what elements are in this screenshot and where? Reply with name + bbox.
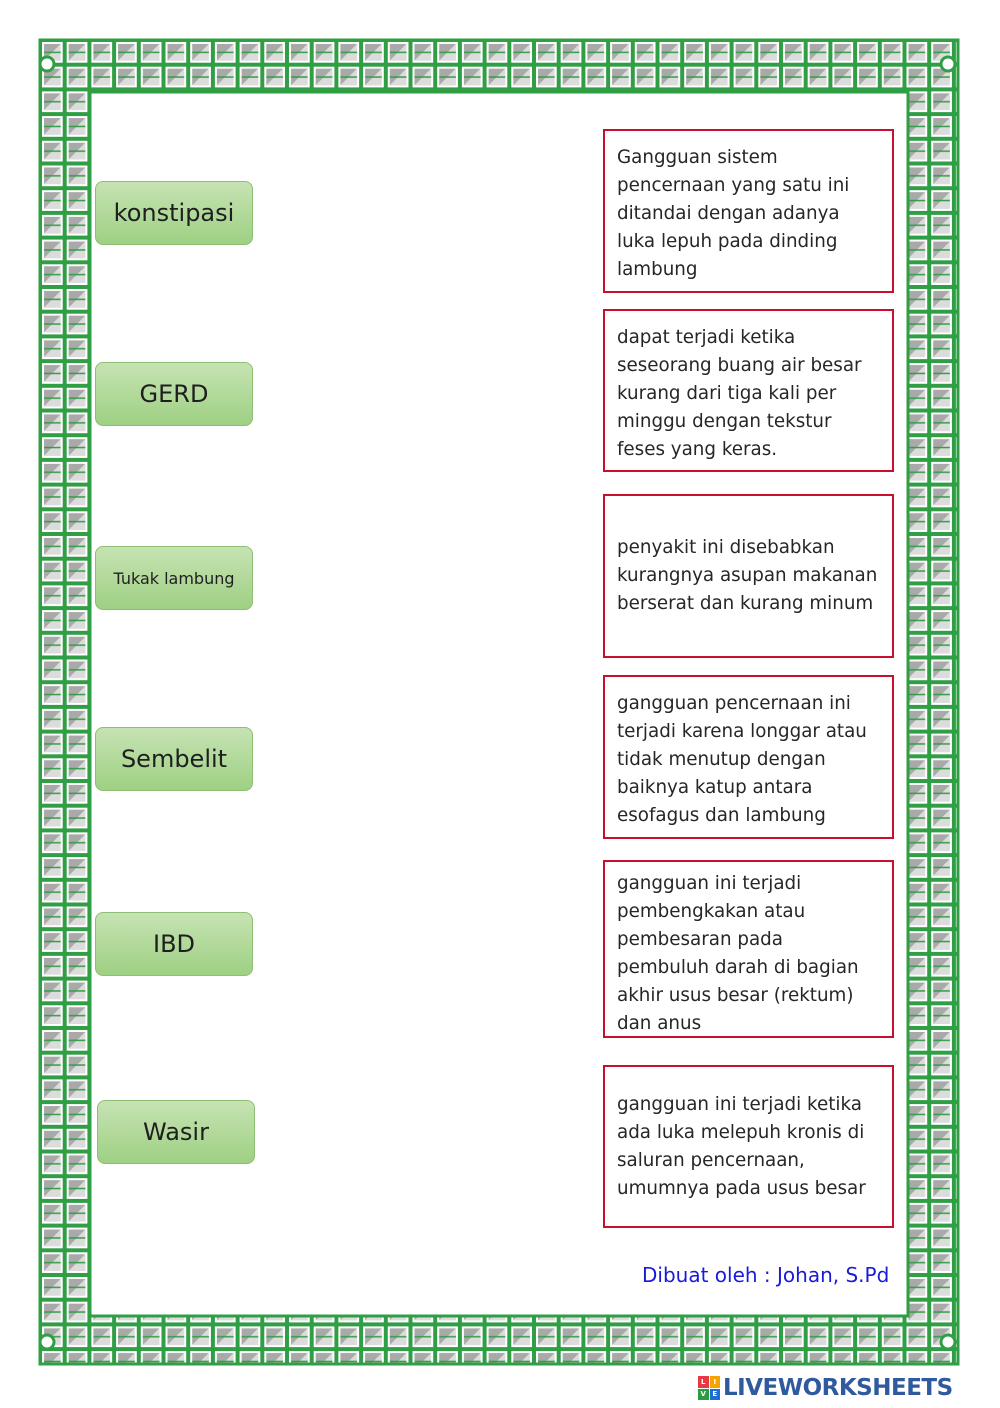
term-sembelit[interactable]: Sembelit — [95, 727, 253, 791]
term-gerd[interactable]: GERD — [95, 362, 253, 426]
author-credit: Dibuat oleh : Johan, S.Pd — [642, 1263, 890, 1287]
term-konstipasi[interactable]: konstipasi — [95, 181, 253, 245]
logo-letter-v: V — [698, 1389, 709, 1401]
term-tukak-lambung[interactable]: Tukak lambung — [95, 546, 253, 610]
description-box-5: gangguan ini terjadi pembengkakan atau pembesaran pada pembuluh darah di bagian akhir usus besar (rektum) dan anus — [603, 860, 894, 1038]
logo-letter-l: L — [698, 1376, 709, 1388]
description-text-3: penyakit ini disebabkan kurangnya asupan makanan berserat dan kurang minum — [617, 537, 878, 614]
term-wasir[interactable]: Wasir — [97, 1100, 255, 1164]
logo-letter-i: I — [710, 1376, 721, 1388]
description-box-4: gangguan pencernaan ini terjadi karena longgar atau tidak menutup dengan baiknya katup antara esofagus dan lambung — [603, 675, 894, 839]
description-text-6: gangguan ini terjadi ketika ada luka melepuh kronis di saluran pencernaan, umumnya pada usus besar — [617, 1093, 866, 1199]
liveworksheets-logo[interactable] — [698, 1374, 953, 1402]
liveworksheets-logo-icon — [698, 1376, 720, 1400]
liveworksheets-wordmark: LIVEWORKSHEETS — [723, 1375, 953, 1401]
logo-letter-e: E — [710, 1389, 721, 1401]
description-box-3 — [603, 494, 894, 658]
description-box-6 — [603, 1065, 894, 1228]
description-box-1: Gangguan sistem pencernaan yang satu ini ditandai dengan adanya luka lepuh pada dinding lambung — [603, 129, 894, 293]
term-ibd[interactable]: IBD — [95, 912, 253, 976]
description-box-2: dapat terjadi ketika seseorang buang air besar kurang dari tiga kali per minggu dengan tekstur feses yang keras. — [603, 309, 894, 472]
